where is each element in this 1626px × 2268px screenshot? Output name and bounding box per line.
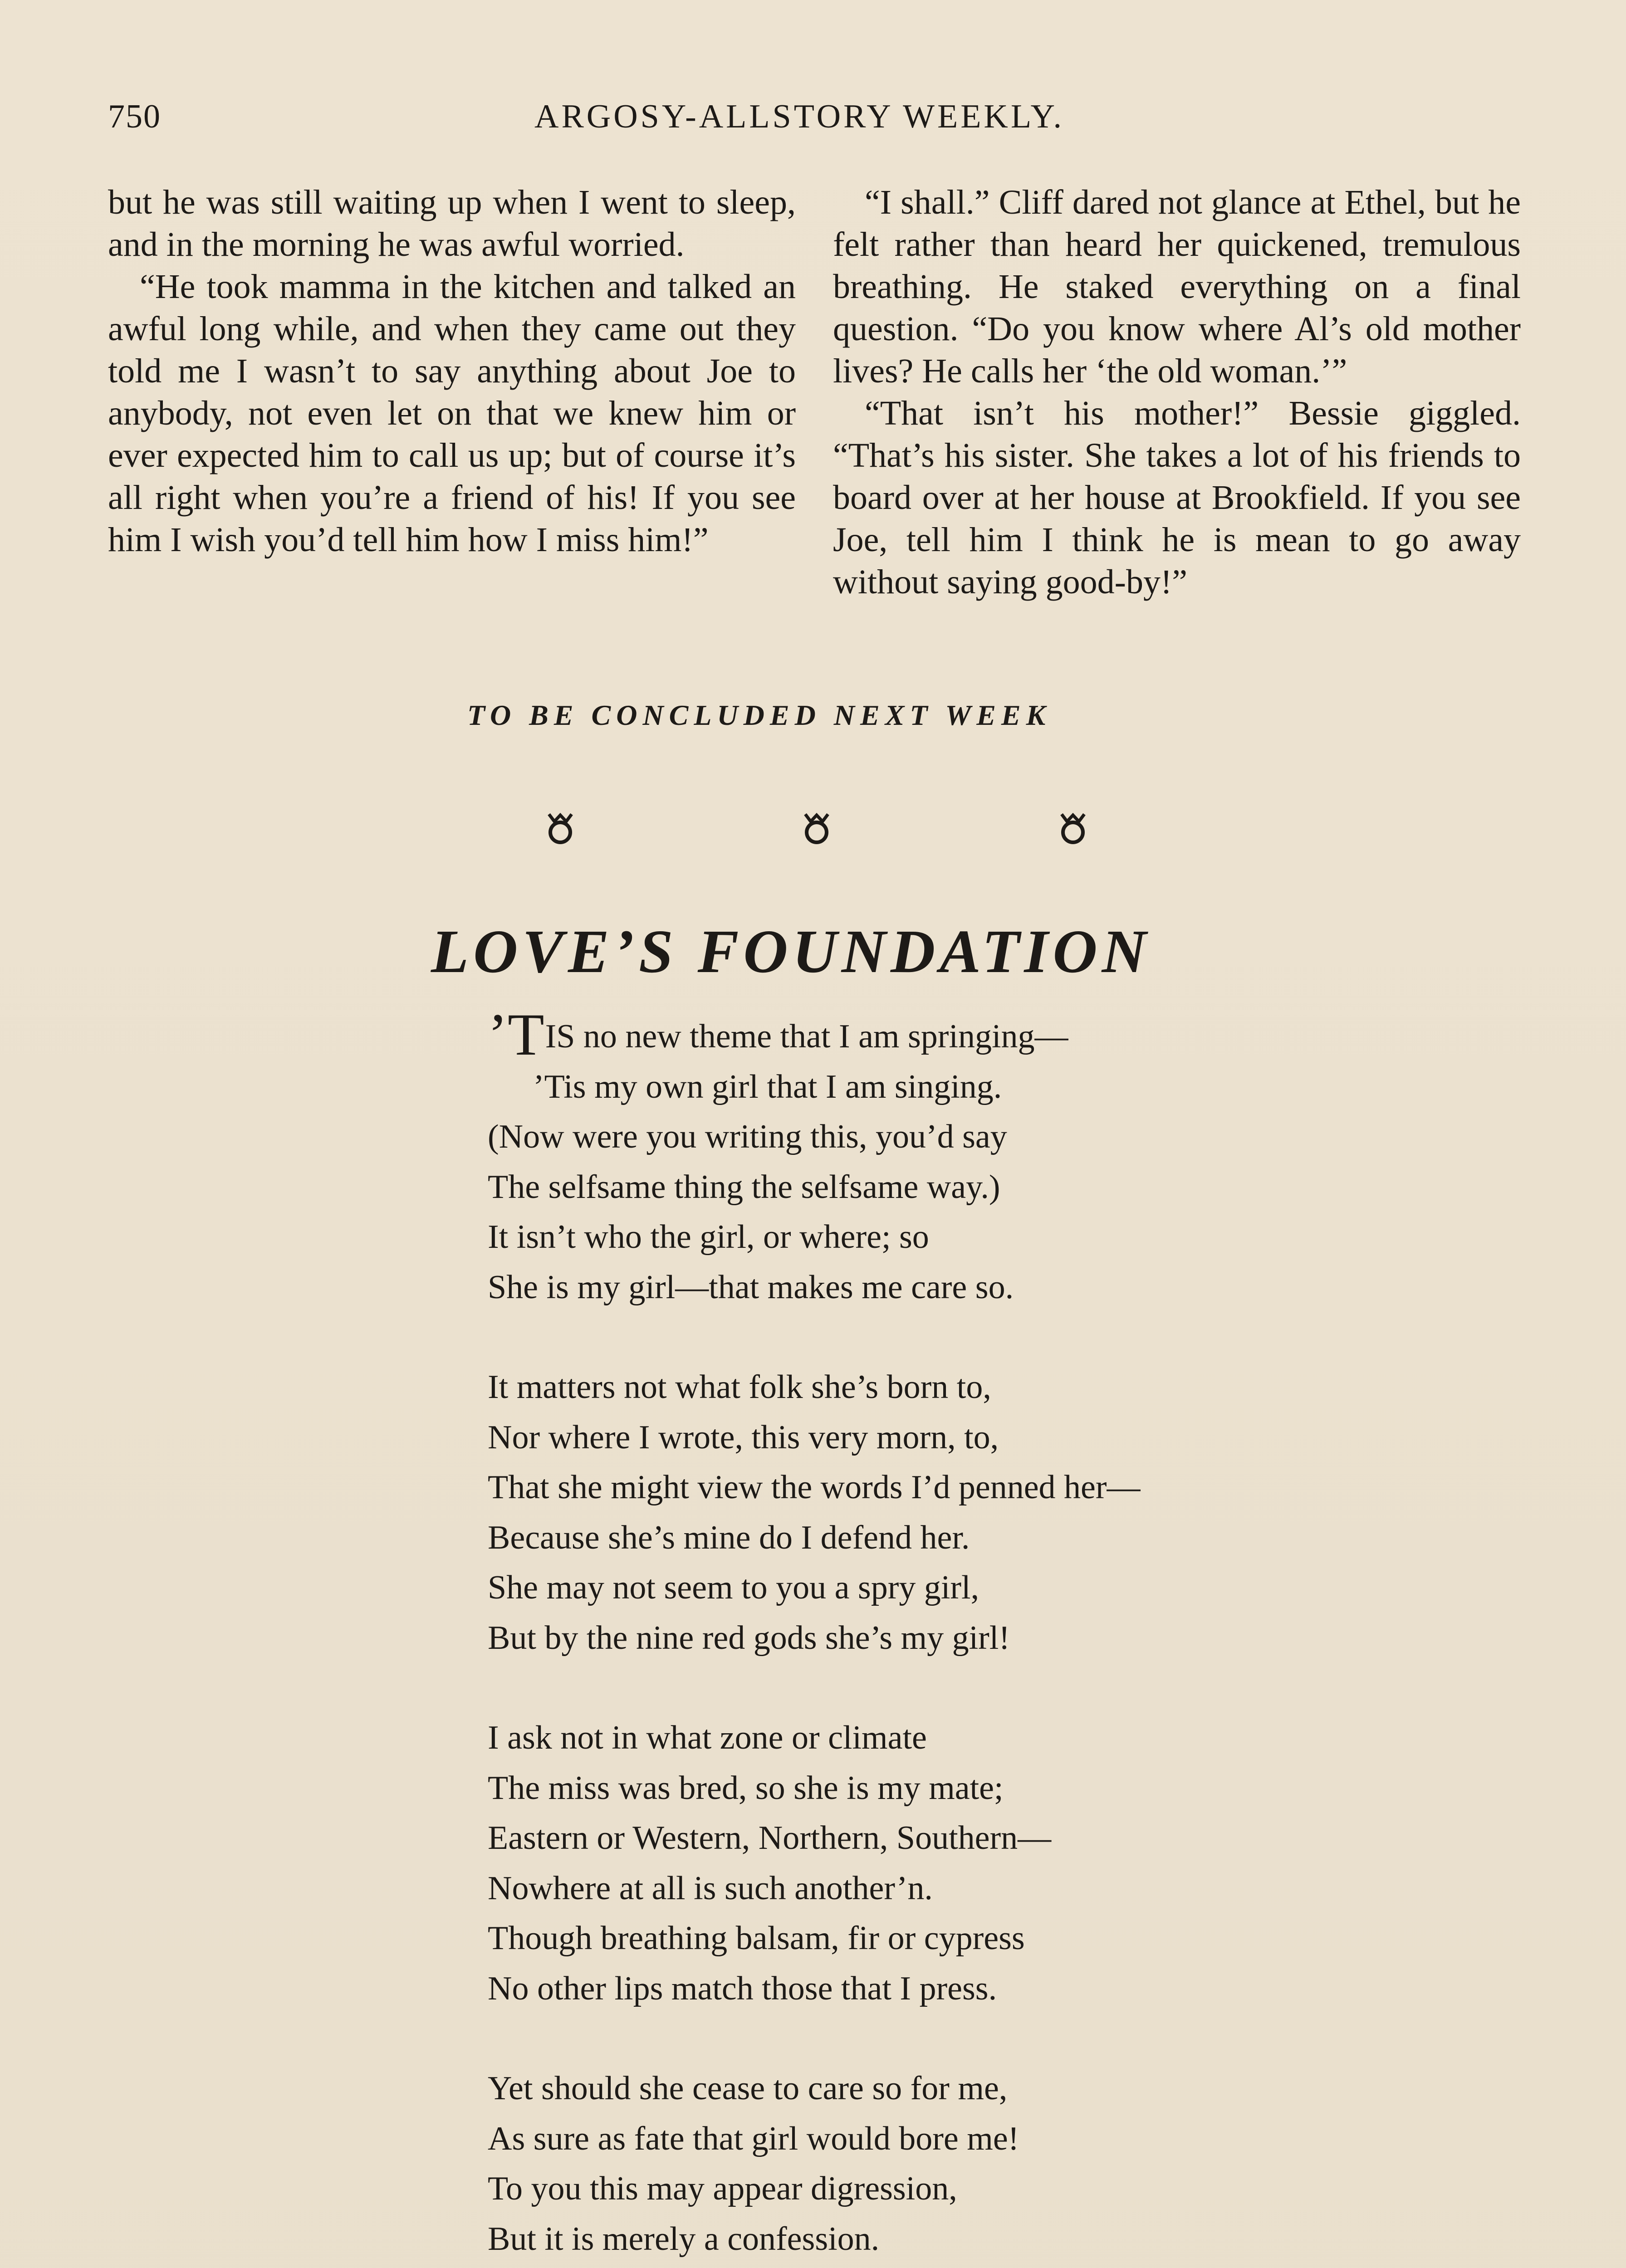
section-ornaments [544,810,1089,850]
story-paragraph: “He took mamma in the kitchen and talked an awful long while, and when they came out they told me I wasn’t to say anything about Joe to anybody, not even let on that we knew him or ever expected him to call us up; but of course it’s all right when you’re a friend of his! If you see him I wish you’d tell him how I miss him!” [108,268,796,559]
continued-notice: TO BE CONCLUDED NEXT WEEK [467,699,1051,731]
poem-first-line: IS no new theme that I am springing— [545,1018,1068,1055]
poem-line: The miss was bred, so she is my mate; [488,1769,1004,1807]
poem-line: (Now were you writing this, you’d say [488,1118,1007,1155]
poem-line: As sure as fate that girl would bore me! [488,2120,1019,2157]
poem-stanza [488,1713,1141,2014]
ornament-icon [1057,810,1089,846]
poem-line: Because she’s mine do I defend her. [488,1519,970,1556]
poem-line: Nor where I wrote, this very morn, to, [488,1418,999,1456]
ornament-icon [801,810,833,846]
poem-line [488,1001,1141,1068]
story-column-left [108,181,796,561]
poem-body [488,1001,1141,2268]
poem-stanza [488,1001,1141,1312]
poem-line: No other lips match those that I press. [488,1970,997,2007]
poem-line: ’Tis my own girl that I am singing. [533,1068,1002,1105]
poem-line: She may not seem to you a spry girl, [488,1569,980,1606]
drop-cap: ’T [488,1001,544,1068]
poem-line: It isn’t who the girl, or where; so [488,1218,929,1256]
page-number: 750 [108,98,161,135]
poem-line: Yet should she cease to care so for me, [488,2070,1008,2107]
poem-line [488,2264,1141,2268]
poem-line: I ask not in what zone or climate [488,1719,927,1756]
page-header [108,98,1514,143]
poem-stanza [488,1362,1141,1663]
poem-line: The selfsame thing the selfsame way.) [488,1168,1000,1206]
poem-stanza [488,2063,1141,2268]
poem-line: Eastern or Western, Northern, Southern— [488,1819,1052,1857]
poem-line: But by the nine red gods she’s my girl! [488,1619,1010,1657]
poem-line: Though breathing balsam, fir or cypress [488,1920,1025,1957]
story-paragraph: “That isn’t his mother!” Bessie giggled. “That’s his sister. She takes a lot of his friends to board over at her house at Brookfield. If you see Joe, tell him I think he is mean to go away without saying good-by!” [833,394,1521,601]
story-paragraph: but he was still waiting up when I went to sleep, and in the morning he was awful worried. [108,183,796,264]
poem-line: It matters not what folk she’s born to, [488,1369,991,1406]
poem-line: That she might view the words I’d penned her— [488,1469,1141,1506]
story-column-right [833,181,1521,603]
story-paragraph: “I shall.” Cliff dared not glance at Ethel, but he felt rather than heard her quickened, tremulous breathing. He staked everything on a final question. “Do you know where Al’s old mother lives? He calls her ‘the old woman.’” [833,183,1521,390]
poem-line: To you this may appear digression, [488,2170,957,2207]
poem-title: LOVE’S FOUNDATION [431,918,1151,986]
running-head: ARGOSY-ALLSTORY WEEKLY. [534,98,1065,135]
poem-line: But it is merely a confession. [488,2220,880,2258]
poem-line: She is my girl—that makes me care so. [488,1268,1014,1306]
ornament-icon [544,810,576,846]
poem-line: Nowhere at all is such another’n. [488,1869,933,1907]
